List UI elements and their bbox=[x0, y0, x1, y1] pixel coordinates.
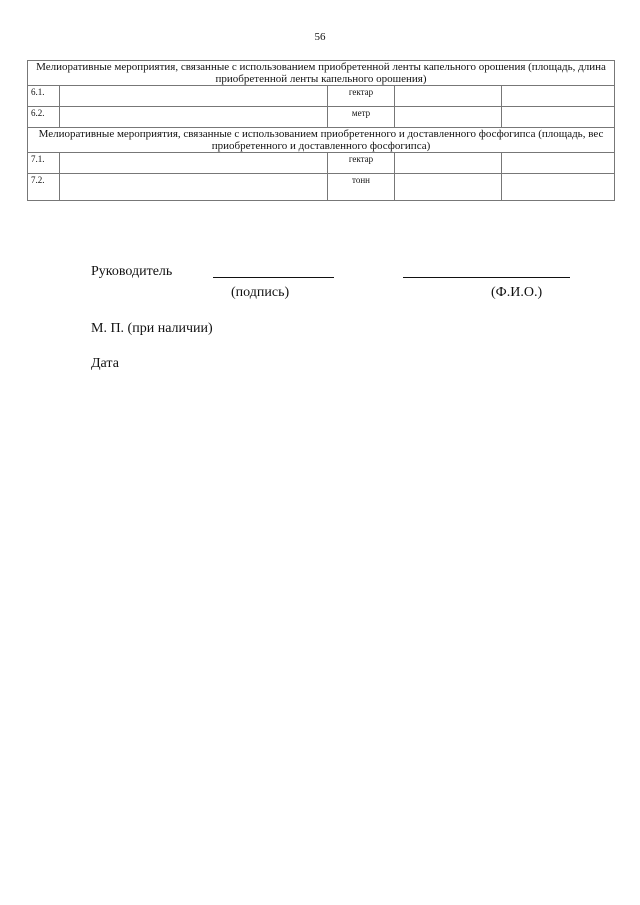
stamp-label: М. П. (при наличии) bbox=[91, 321, 213, 336]
measures-table bbox=[27, 60, 615, 201]
date-label: Дата bbox=[91, 356, 119, 371]
section-header-row bbox=[28, 128, 615, 153]
name-cell[interactable] bbox=[60, 107, 328, 128]
row-number: 6.2. bbox=[28, 107, 60, 128]
name-cell[interactable] bbox=[60, 174, 328, 201]
unit-cell: гектар bbox=[328, 153, 395, 174]
section-header-row bbox=[28, 61, 615, 86]
name-cell[interactable] bbox=[60, 86, 328, 107]
unit-cell: гектар bbox=[328, 86, 395, 107]
name-cell[interactable] bbox=[60, 153, 328, 174]
value-cell[interactable] bbox=[395, 86, 502, 107]
row-number: 7.2. bbox=[28, 174, 60, 201]
value-cell[interactable] bbox=[395, 107, 502, 128]
value-cell[interactable] bbox=[502, 174, 615, 201]
name-caption: (Ф.И.О.) bbox=[491, 285, 543, 300]
table-row bbox=[28, 174, 615, 201]
row-number: 7.1. bbox=[28, 153, 60, 174]
section-header-drip-tape: Мелиоративные мероприятия, связанные с использованием приобретенной ленты капельного орошения (площадь, длина приобретенной ленты капельного орошения) bbox=[28, 61, 615, 86]
value-cell[interactable] bbox=[395, 153, 502, 174]
table-row bbox=[28, 107, 615, 128]
value-cell[interactable] bbox=[502, 86, 615, 107]
unit-cell: метр bbox=[328, 107, 395, 128]
signature-line[interactable] bbox=[213, 277, 334, 278]
value-cell[interactable] bbox=[395, 174, 502, 201]
value-cell[interactable] bbox=[502, 107, 615, 128]
signature-caption: (подпись) bbox=[231, 285, 290, 300]
table-row bbox=[28, 153, 615, 174]
table-row bbox=[28, 86, 615, 107]
name-line[interactable] bbox=[403, 277, 570, 278]
head-label: Руководитель bbox=[91, 264, 173, 279]
value-cell[interactable] bbox=[502, 153, 615, 174]
row-number: 6.1. bbox=[28, 86, 60, 107]
page-number: 56 bbox=[314, 31, 326, 43]
unit-cell: тонн bbox=[328, 174, 395, 201]
section-header-phosphogypsum: Мелиоративные мероприятия, связанные с использованием приобретенного и доставленного фосфогипса (площадь, вес приобретенного и доставленного фосфогипса) bbox=[28, 128, 615, 153]
